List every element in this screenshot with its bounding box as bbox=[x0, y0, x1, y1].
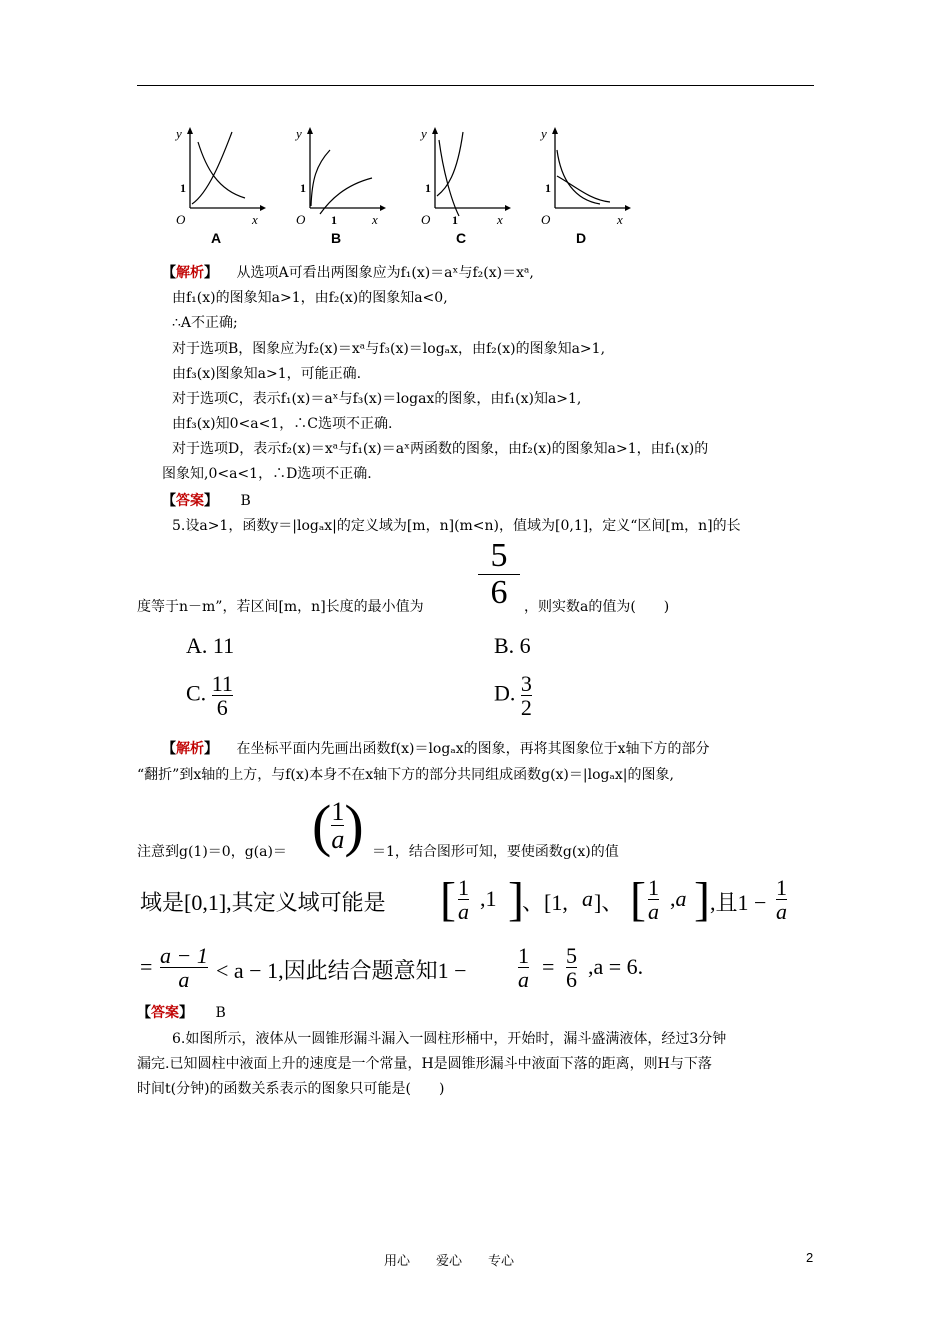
footer-text: 用心 爱心 专心 bbox=[384, 1254, 515, 1269]
header-rule bbox=[137, 85, 814, 86]
graph-a bbox=[170, 120, 270, 250]
q5-line2a: 度等于n－m”，若区间[m，n]长度的最小值为 bbox=[137, 599, 424, 615]
graph-b-plot bbox=[290, 120, 390, 230]
analysis1-line6: 对于选项C，表示f₁(x)＝aˣ与f₃(x)＝logax的图象，由f₁(x)知a>1, bbox=[172, 391, 582, 407]
answer1-value: B bbox=[240, 493, 251, 509]
analysis2-line1: 【解析】 在坐标平面内先画出函数f(x)＝logₐx的图象，再将其图象位于x轴下方的部分 bbox=[162, 741, 710, 757]
graph-b-one-x: 1 bbox=[331, 213, 337, 227]
analysis1-line3: ∴A不正确; bbox=[172, 315, 238, 331]
q5-line1: 5.设a>1，函数y＝|logₐx|的定义域为[m，n](m<n)，值域为[0,1]，定义“区间[m，n]的长 bbox=[172, 518, 741, 534]
q5-frac-num: 5 bbox=[490, 537, 508, 574]
analysis1-line7: 由f₃(x)知0<a<1，∴C选项不正确. bbox=[172, 416, 393, 432]
analysis1-line8: 对于选项D，表示f₂(x)＝xᵃ与f₁(x)＝aˣ两函数的图象，由f₂(x)的图象知a>1，由f₁(x)的 bbox=[172, 441, 709, 457]
answer1: 【答案】 B bbox=[162, 493, 251, 509]
graph-d-x-label: x bbox=[617, 212, 623, 227]
graph-b-caption: B bbox=[330, 230, 342, 246]
analysis2-line3b: ＝1，结合图形可知，要使函数g(x)的值 bbox=[372, 844, 619, 860]
graph-a-plot bbox=[170, 120, 270, 230]
answer2-value: B bbox=[215, 1005, 226, 1021]
analysis1-tag: 【解析】 bbox=[162, 265, 218, 281]
q6-line3: 时间t(分钟)的函数关系表示的图象只可能是( ) bbox=[137, 1081, 445, 1097]
graph-b-origin: O bbox=[296, 212, 306, 227]
graph-c-plot bbox=[415, 120, 515, 230]
q6-line1: 6.如图所示，液体从一圆锥形漏斗漏入一圆柱形桶中，开始时，漏斗盛满液体，经过3分钟 bbox=[172, 1031, 727, 1047]
analysis1-line9: 图象知,0<a<1，∴D选项不正确. bbox=[162, 466, 372, 482]
analysis1-line1: 【解析】 从选项A可看出两图象应为f₁(x)＝aˣ与f₂(x)＝xᵃ, bbox=[162, 265, 534, 281]
graph-c-x-label: x bbox=[497, 212, 503, 227]
graph-c-one-y: 1 bbox=[425, 181, 431, 195]
q6-line2: 漏完.已知圆柱中液面上升的速度是一个常量，H是圆锥形漏斗中液面下落的距离，则H与下落 bbox=[137, 1056, 712, 1072]
graph-d-caption: D bbox=[575, 230, 587, 246]
graph-a-one-y: 1 bbox=[180, 181, 186, 195]
graph-b-y-label: y bbox=[296, 126, 302, 141]
q5-option-d: D. $\frac{3}{2}$ bbox=[494, 671, 532, 721]
graph-d-plot bbox=[535, 120, 635, 230]
graph-d-y-label: y bbox=[541, 126, 547, 141]
graph-a-x-label: x bbox=[252, 212, 258, 227]
q5-option-c: C. $\frac{11}{6}$ bbox=[186, 671, 233, 721]
page-number: 2 bbox=[806, 1250, 814, 1265]
graph-a-origin: O bbox=[176, 212, 186, 227]
q5-line2b: ，则实数a的值为( ) bbox=[524, 599, 670, 615]
analysis1-line2: 由f₁(x)的图象知a>1，由f₂(x)的图象知a<0, bbox=[172, 290, 448, 306]
graph-c bbox=[415, 120, 515, 250]
analysis2-line3a: 注意到g(1)＝0，g(a)＝ bbox=[137, 844, 287, 860]
q5-fraction bbox=[478, 538, 520, 610]
graph-b bbox=[290, 120, 390, 250]
analysis1-line5: 由f₃(x)图象知a>1，可能正确. bbox=[172, 366, 362, 382]
option-graphs bbox=[170, 120, 640, 250]
graph-d bbox=[535, 120, 635, 250]
graph-a-caption: A bbox=[210, 230, 222, 246]
analysis1-line4: 对于选项B，图象应为f₂(x)＝xᵃ与f₃(x)＝logₐx，由f₂(x)的图象知a>1, bbox=[172, 341, 606, 357]
document-page: y x O 1 A y x O 1 1 B y x O 1 1 C y x O 1 D 【解析】 从选项A可看出两图象应为f₁(x)＝aˣ与f₂(x)＝xᵃ, 由f₁(x)的图象知a>1，由f₂(x)的图象知a<0, ∴A不正确; 对于选项B，图象应为f₂(x)＝xᵃ与f₃(x)＝logₐx，由f₂(x)的图象知a>1, 由f₃(x)图象知a>1，可能正确. 对于选项C，表示f₁(x)＝aˣ与f₃(x)＝logax的图象，由f₁(x)知a>1, 由f₃(x)知0<a<1，∴C选项不正确. 对于选项D，表示f₂(x)＝xᵃ与f₁(x)＝aˣ两函数的图象，由f₂(x)的图象知a>1，由f₁(x)的 图象知,0<a<1，∴D选项不正确. 【答案】 B 5.设a>1，函数y＝|logₐx|的定义域为[m，n](m<n)，值域为[0,1]，定义“区间[m，n]的长 度等于n－m”，若区间[m，n]长度的最小值为 $\frac{5}{6}$ ，则实数a的值为( ) A. 11 B. 6 C. $\frac{11}{6}$ D. $\frac{3}{2}$ 【解析】 在坐标平面内先画出函数f(x)＝logₐx的图象，再将其图象位于x轴下方的部分 “翻折”到x轴的上方，与f(x)本身不在x轴下方的部分共同组成函数g(x)＝|logₐx|的图象, 注意到g(1)＝0，g(a)＝ ( $\frac{1}{a}$ ) ＝1，结合图形可知，要使函数g(x)的值 域是[0,1],其定义域可能是 [ 1 a ,1 ] 、[1, a ]、 [ 1 a ,a ] ,且1 − 1 a = a − 1 a < a − 1,因此结合题意知1 − 1 a = 5 6 ,a = 6. 【答案】 B 6.如图所示，液体从一圆锥形漏斗漏入一圆柱形桶中，开始时，漏斗盛满液体，经过3分钟 漏完.已知圆柱中液面上升的速度是一个常量，H是圆锥形漏斗中液面下落的距离，则H与下落 时间t(分钟)的函数关系表示的图象只可能是( ) 用心 爱心 专心 2 bbox=[0, 0, 950, 1344]
graph-d-origin: O bbox=[541, 212, 551, 227]
graph-c-caption: C bbox=[455, 230, 467, 246]
graph-a-y-label: y bbox=[176, 126, 182, 141]
graph-c-one-x: 1 bbox=[452, 213, 458, 227]
analysis2-paren-fraction: ( $\frac{1}{a}$ ) bbox=[312, 793, 364, 858]
graph-b-one-y: 1 bbox=[300, 181, 306, 195]
q5-frac-den: 6 bbox=[490, 573, 508, 611]
answer2: 【答案】 B bbox=[137, 1005, 226, 1021]
analysis2-line2: “翻折”到x轴的上方，与f(x)本身不在x轴下方的部分共同组成函数g(x)＝|logₐx|的图象, bbox=[137, 767, 674, 783]
graph-b-x-label: x bbox=[372, 212, 378, 227]
graph-c-y-label: y bbox=[421, 126, 427, 141]
graph-d-one-y: 1 bbox=[545, 181, 551, 195]
graph-c-origin: O bbox=[421, 212, 431, 227]
q5-option-b: B. 6 bbox=[494, 633, 531, 658]
q5-option-a: A. 11 bbox=[186, 633, 235, 658]
